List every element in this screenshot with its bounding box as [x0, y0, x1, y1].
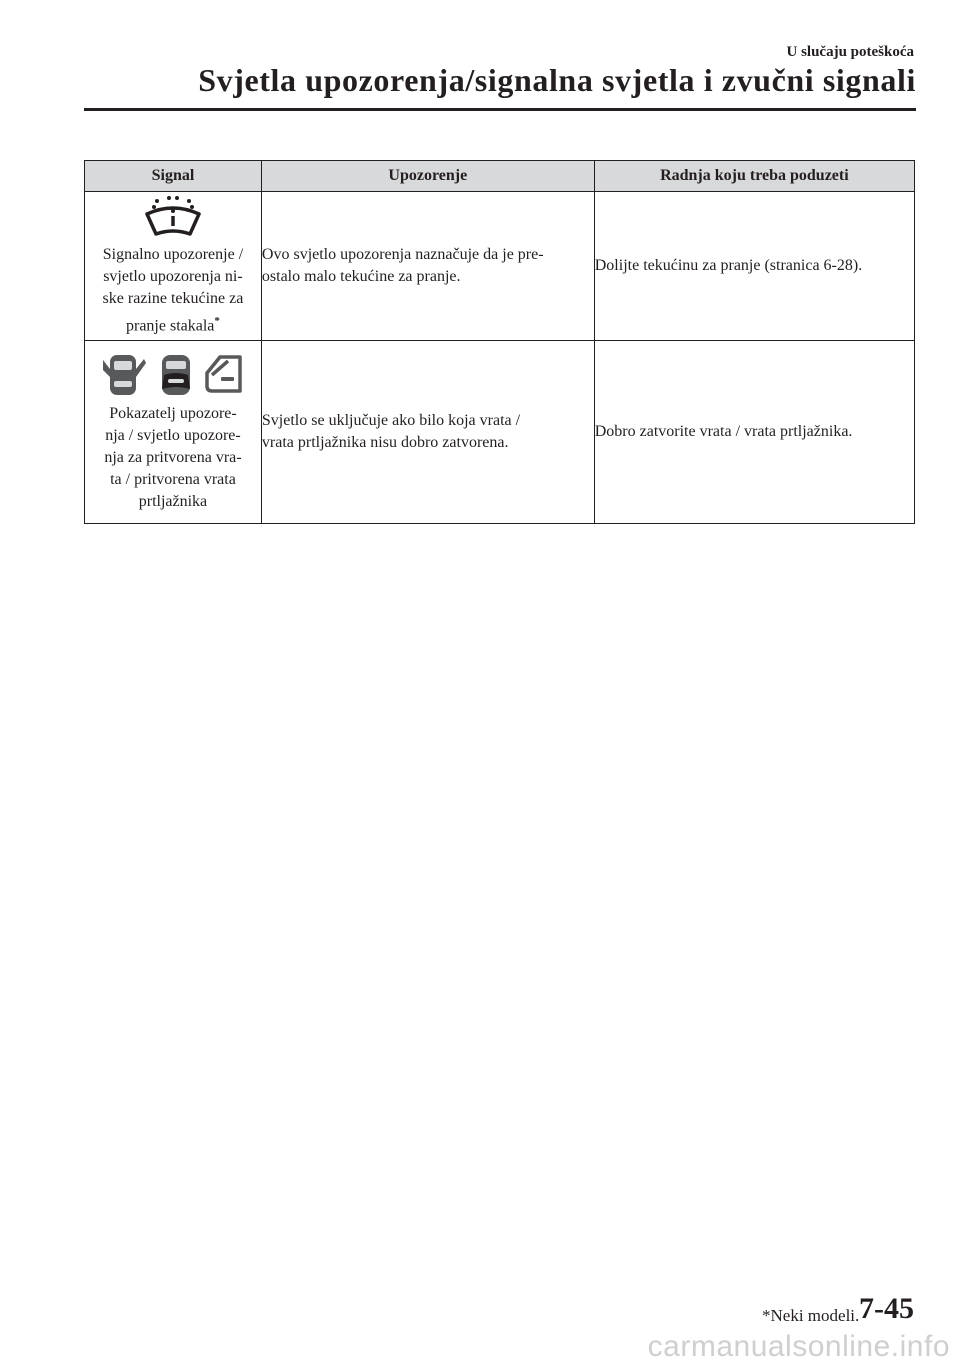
- table-header-row: [85, 161, 915, 192]
- warning-lights-table: [84, 160, 915, 524]
- action-cell: Dobro zatvorite vrata / vrata prtljažnika.: [594, 341, 914, 524]
- footnote-mark: *: [214, 315, 220, 328]
- warning-line: Svjetlo se uključuje ako bilo koja vrata /: [261, 412, 521, 429]
- page-title: Svjetla upozorenja/signalna svjetla i zvučni signali: [198, 62, 916, 98]
- signal-name-line: nja / svjetlo upozore-: [105, 427, 241, 444]
- warning-cell: [261, 192, 594, 341]
- column-header-action: Radnja koju treba poduzeti: [594, 161, 914, 192]
- warning-line: vrata prtljažnika nisu dobro zatvorena.: [261, 434, 509, 451]
- column-header-warning: Upozorenje: [261, 161, 594, 192]
- signal-name-line: prtljažnika: [138, 493, 208, 510]
- signal-cell: [85, 192, 262, 341]
- car-liftgate-open-icon: [156, 351, 196, 397]
- header-rule: [84, 108, 916, 111]
- signal-name-line: nja za pritvorena vra-: [104, 449, 242, 466]
- signal-name-line: ta / pritvorena vrata: [110, 471, 236, 488]
- table-row: [85, 341, 915, 524]
- signal-name-line: ske razine tekućine za: [102, 290, 244, 308]
- section-label: U slučaju poteškoća: [786, 44, 914, 60]
- table-row: [85, 192, 915, 341]
- warning-line: ostalo malo tekućine za pranje.: [261, 268, 461, 285]
- column-header-signal: Signal: [85, 161, 262, 192]
- warning-cell: [261, 341, 594, 524]
- signal-name-line: [85, 310, 261, 337]
- signal-name-line: Signalno upozorenje /: [102, 246, 244, 264]
- washer-fluid-icon: [142, 194, 204, 238]
- footnote: *Neki modeli.: [762, 1306, 860, 1325]
- signal-name-text: pranje stakala: [126, 317, 215, 335]
- door-open-icon: [202, 351, 246, 397]
- signal-cell: [85, 341, 262, 524]
- signal-name-line: Pokazatelj upozore-: [109, 405, 237, 422]
- signal-name-line: svjetlo upozorenja ni-: [103, 268, 243, 286]
- watermark: carmanualsonline.info: [647, 1330, 950, 1363]
- action-cell: Dolijte tekućinu za pranje (stranica 6-28).: [594, 192, 914, 341]
- car-door-open-icon: [100, 351, 150, 397]
- warning-line: Ovo svjetlo upozorenja naznačuje da je pre-: [261, 246, 544, 263]
- page-number: 7-45: [859, 1292, 914, 1325]
